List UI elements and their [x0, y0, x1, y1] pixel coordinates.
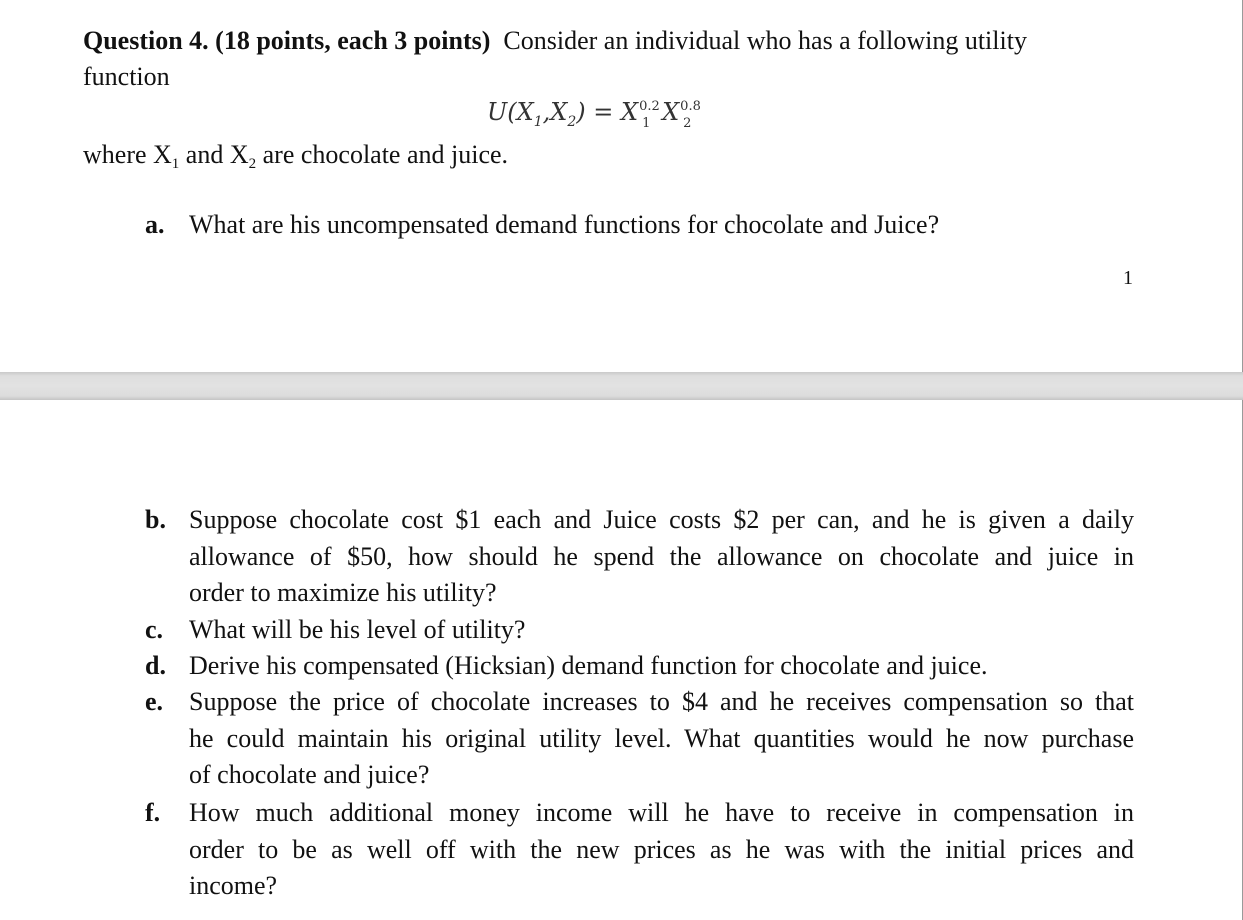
part-a-text: What are his uncompensated demand functions for chocolate and Juice?: [189, 210, 940, 239]
part-c-label: c.: [145, 615, 164, 644]
document-page-1: [0, 0, 1243, 372]
question-heading: [83, 23, 1027, 59]
page-separator: [0, 372, 1243, 400]
variable-definition: where X1 and X2 are chocolate and juice.: [83, 140, 509, 172]
part-b-label: b.: [145, 505, 166, 534]
question-intro-continued: function: [83, 62, 170, 91]
part-c-text: What will be his level of utility?: [189, 615, 526, 644]
part-d-text: Derive his compensated (Hicksian) demand function for chocolate and juice.: [189, 651, 988, 680]
part-f-text: How much additional money income will he have to receive in compensation in order to be as well off with the new prices as he was with the initial prices and income?: [189, 798, 1134, 900]
question-title: Question 4. (18 points, each 3 points): [83, 26, 491, 55]
utility-formula: $U(X_1,X_2) = X$ 0.2 1 X 0.8 2: [487, 98, 701, 131]
page-number: 1: [1123, 267, 1133, 289]
part-b-text: Suppose chocolate cost $1 each and Juice costs $2 per can, and he is given a daily allowance of $50, how should he spend the allowance on chocolate and juice in order to maximize his utility?: [189, 505, 1134, 607]
part-e-label: e.: [145, 687, 164, 716]
question-intro: Consider an individual who has a following utility: [503, 26, 1027, 55]
part-e-text: Suppose the price of chocolate increases to $4 and he receives compensation so that he could maintain his original utility level. What quantities would he now purchase of chocolate and juice?: [189, 687, 1134, 789]
part-a-label: a.: [145, 210, 165, 239]
part-f-label: f.: [145, 798, 161, 827]
part-d-label: d.: [145, 651, 166, 680]
document-page-2: [0, 400, 1243, 920]
